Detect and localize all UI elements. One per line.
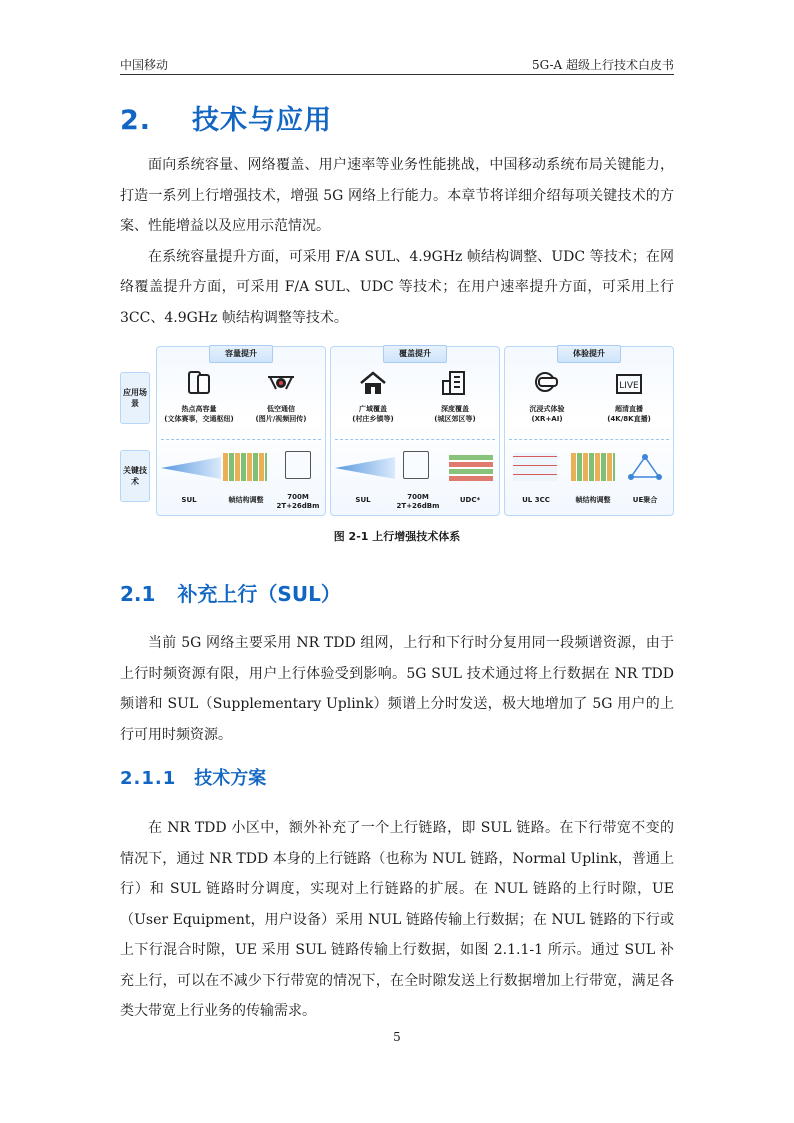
tech-label: 700M 2T+26dBm bbox=[396, 493, 440, 510]
live-stream-icon bbox=[589, 369, 669, 404]
tech-label: 帧结构调整 bbox=[575, 496, 611, 504]
tech-frame-structure bbox=[217, 447, 275, 513]
scene-title: 热点高容量 bbox=[181, 405, 217, 413]
tech-sul bbox=[159, 447, 219, 513]
scene-subtitle: (城区郊区等) bbox=[434, 415, 476, 423]
page-number: 5 bbox=[393, 1030, 401, 1044]
sul-paragraph: 当前 5G 网络主要采用 NR TDD 组网，上行和下行时分复用同一段频谱资源，由于上行时频资源有限，用户上行体验受到影响。5G SUL 技术通过将上行数据在 NR TDD 频谱和 SUL（Supplementary Uplink）频谱上分时发送，极大地增加了 5G 用户的上行可用时频资源。 bbox=[120, 635, 674, 743]
tech-sul bbox=[333, 447, 393, 513]
frame-grid-icon bbox=[223, 453, 267, 481]
subsection-heading bbox=[120, 578, 341, 607]
figure-caption: 图 2-1 上行增强技术体系 bbox=[333, 530, 461, 543]
tech-label: UE聚合 bbox=[632, 496, 658, 504]
frame-grid-icon bbox=[571, 453, 615, 481]
scene-title: 低空通信 bbox=[267, 405, 295, 413]
svg-text:LIVE: LIVE bbox=[619, 381, 639, 391]
scene-subtitle: (XR+AI) bbox=[531, 415, 563, 423]
subsection-title: 补充上行（SUL） bbox=[177, 582, 341, 606]
tech-label: SUL bbox=[181, 496, 197, 504]
udc-icon bbox=[449, 453, 493, 481]
panel-divider bbox=[161, 439, 321, 440]
tech-label: SUL bbox=[355, 496, 371, 504]
carrier-icon bbox=[513, 453, 557, 481]
tech-label: UL 3CC bbox=[522, 496, 550, 504]
panel-coverage bbox=[330, 346, 500, 516]
page-header bbox=[120, 52, 674, 74]
tech-udc bbox=[443, 447, 497, 513]
panel-divider bbox=[509, 439, 669, 440]
side-label-scenarios: 应用场景 bbox=[120, 372, 150, 424]
drone-icon bbox=[241, 369, 321, 404]
tech-label: 700M 2T+26dBm bbox=[276, 493, 320, 510]
section-heading bbox=[120, 98, 332, 137]
panel-capacity bbox=[156, 346, 326, 516]
tech-700m bbox=[391, 447, 445, 513]
tech-system-figure bbox=[120, 344, 674, 516]
scene-low-altitude bbox=[241, 369, 321, 424]
panel-experience bbox=[504, 346, 674, 516]
tech-ul-3cc bbox=[507, 447, 565, 513]
intro-paragraph-1: 面向系统容量、网络覆盖、用户速率等业务性能挑战，中国移动系统布局关键能力，打造一系列上行增强技术，增强 5G 网络上行能力。本章节将详细介绍每项关键技术的方案、性能增益以及应用示范情况。 bbox=[120, 157, 674, 234]
vr-headset-icon bbox=[507, 369, 587, 404]
panel-divider bbox=[335, 439, 495, 440]
scene-hotspot bbox=[159, 369, 239, 424]
building-icon bbox=[415, 369, 495, 404]
header-rule bbox=[120, 74, 674, 75]
tech-ue-aggregation bbox=[619, 447, 671, 513]
header-left: 中国移动 bbox=[120, 58, 169, 72]
scene-subtitle: (图片/视频回传) bbox=[255, 415, 307, 423]
tech-700m bbox=[273, 447, 323, 513]
sul-intro-text bbox=[120, 628, 674, 750]
scene-title: 广域覆盖 bbox=[359, 405, 387, 413]
section-number: 2. bbox=[120, 105, 152, 136]
scene-subtitle: (4K/8K直播) bbox=[607, 415, 651, 423]
scene-immersive bbox=[507, 369, 587, 424]
subsubsection-heading bbox=[120, 764, 266, 790]
network-icon bbox=[625, 451, 665, 485]
tech-label: UDC* bbox=[459, 496, 481, 504]
scene-deep-coverage bbox=[415, 369, 495, 424]
side-label-techs: 关键技术 bbox=[120, 450, 150, 502]
scene-subtitle: (村庄乡镇等) bbox=[352, 415, 394, 423]
header-right: 5G-A 超级上行技术白皮书 bbox=[532, 58, 674, 72]
scene-title: 超清直播 bbox=[615, 405, 643, 413]
scene-wide-area bbox=[333, 369, 413, 424]
device-icon bbox=[285, 451, 311, 479]
scene-subtitle: (文体赛事，交通枢纽) bbox=[164, 415, 234, 423]
intro-paragraph-2: 在系统容量提升方面，可采用 F/A SUL、4.9GHz 帧结构调整、UDC 等技术；在网络覆盖提升方面，可采用 F/A SUL、UDC 等技术；在用户速率提升方面，可采用上行 3CC、4.9GHz 帧结构调整等技术。 bbox=[120, 248, 674, 326]
scene-title: 沉浸式体验 bbox=[529, 405, 565, 413]
signal-cone-icon bbox=[161, 457, 221, 479]
panel-title: 体验提升 bbox=[557, 345, 621, 363]
signal-cone-icon bbox=[335, 457, 395, 479]
intro-text bbox=[120, 150, 674, 333]
scene-live bbox=[589, 369, 669, 424]
section-title: 技术与应用 bbox=[192, 105, 332, 136]
tech-solution-paragraph: 在 NR TDD 小区中，额外补充了一个上行链路，即 SUL 链路。在下行带宽不变的情况下，通过 NR TDD 本身的上行链路（也称为 NUL 链路，Normal Uplink，普通上行）和 SUL 链路时分调度，实现对上行链路的扩展。在 NUL 链路的上行时隙，UE（User Equipment，用户设备）采用 NUL 链路传输上行数据；在 NUL 链路的下行或上下行混合时隙，UE 采用 SUL 链路传输上行数据，如图 2.1.1-1 所示。通过 SUL 补充上行，可以在不减少下行带宽的情况下，在全时隙发送上行数据增加上行带宽，满足各类大带宽上行业务的传输需求。 bbox=[120, 820, 674, 1019]
tech-label: 帧结构调整 bbox=[228, 496, 264, 504]
subsection-number: 2.1 bbox=[120, 582, 156, 606]
tech-solution-text bbox=[120, 813, 674, 1027]
device-icon bbox=[403, 451, 429, 479]
subsubsection-number: 2.1.1 bbox=[120, 768, 177, 789]
phone-icon bbox=[159, 369, 239, 404]
panel-title: 容量提升 bbox=[209, 345, 273, 363]
tech-frame-structure bbox=[565, 447, 621, 513]
house-icon bbox=[333, 369, 413, 404]
subsubsection-title: 技术方案 bbox=[194, 768, 267, 789]
panel-title: 覆盖提升 bbox=[383, 345, 447, 363]
scene-title: 深度覆盖 bbox=[441, 405, 469, 413]
